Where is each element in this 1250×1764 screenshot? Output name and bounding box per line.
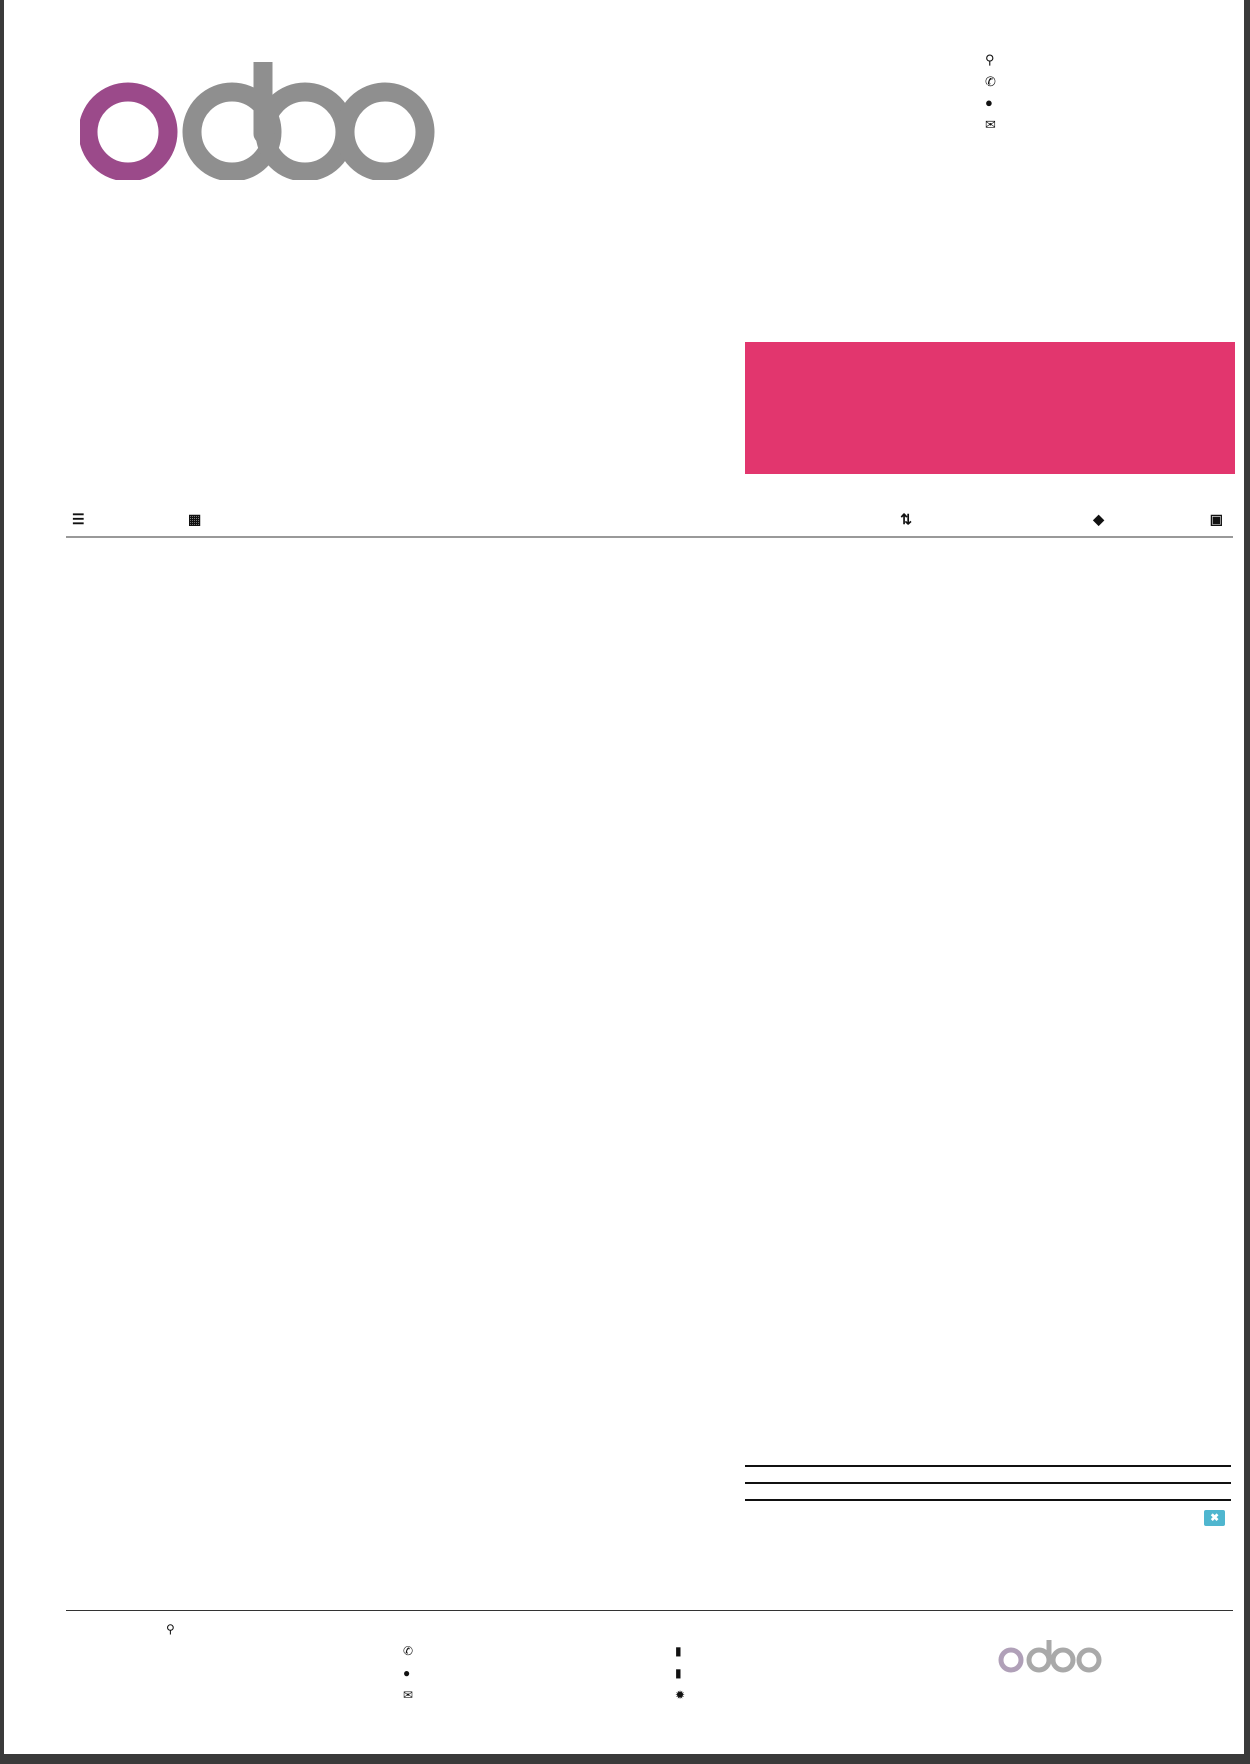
amount-header [1114, 505, 1233, 537]
sort-icon: ⇅ [900, 511, 912, 527]
balance-label [745, 1483, 875, 1500]
phone-icon: ✆ [403, 1644, 414, 1658]
quantity-header [742, 505, 922, 537]
map-marker-icon: ⚲ [166, 1622, 175, 1636]
description-header [182, 505, 742, 537]
footer-odoo-logo [997, 1638, 1107, 1674]
balance-row [745, 1483, 1231, 1500]
list-icon: ☰ [72, 511, 85, 527]
balance-value [875, 1483, 1231, 1500]
odoo-logo [80, 62, 436, 180]
invoice-header-box [745, 342, 1235, 474]
invoice-lines-table [66, 505, 1233, 538]
page-border-left [0, 0, 4, 1764]
status-row [745, 1500, 1231, 1534]
phone-icon: ✆ [985, 73, 996, 89]
total-row [745, 1466, 1231, 1483]
totals-table [745, 1465, 1231, 1534]
envelope-icon: ✉ [985, 116, 996, 132]
bank-icon: ▮ [675, 1666, 682, 1680]
page-border-bottom [0, 1754, 1250, 1764]
footer-bank [675, 1640, 691, 1706]
certificate-icon: ✹ [675, 1688, 686, 1702]
page-border-right [1244, 0, 1250, 1764]
bank-icon: ▮ [675, 1644, 682, 1658]
globe-icon: ● [403, 1666, 411, 1680]
tag-icon: ◆ [1093, 511, 1104, 527]
money-icon: ▣ [1209, 511, 1223, 527]
item-header [66, 505, 182, 537]
table-header-row [66, 505, 1233, 537]
status-badge: ✖ [1204, 1510, 1225, 1526]
total-value [875, 1466, 1231, 1483]
footer-address [166, 1618, 182, 1640]
total-label [745, 1466, 875, 1483]
grid-icon: ▦ [188, 511, 202, 527]
footer-divider [66, 1610, 1233, 1611]
invoice-page [4, 0, 1244, 1764]
footer-contact [403, 1640, 419, 1706]
unit-price-header [922, 505, 1114, 537]
company-info [985, 46, 1001, 135]
status-label [745, 1500, 875, 1534]
globe-icon: ● [985, 95, 993, 111]
map-marker-icon: ⚲ [985, 52, 995, 67]
envelope-icon: ✉ [403, 1688, 414, 1702]
